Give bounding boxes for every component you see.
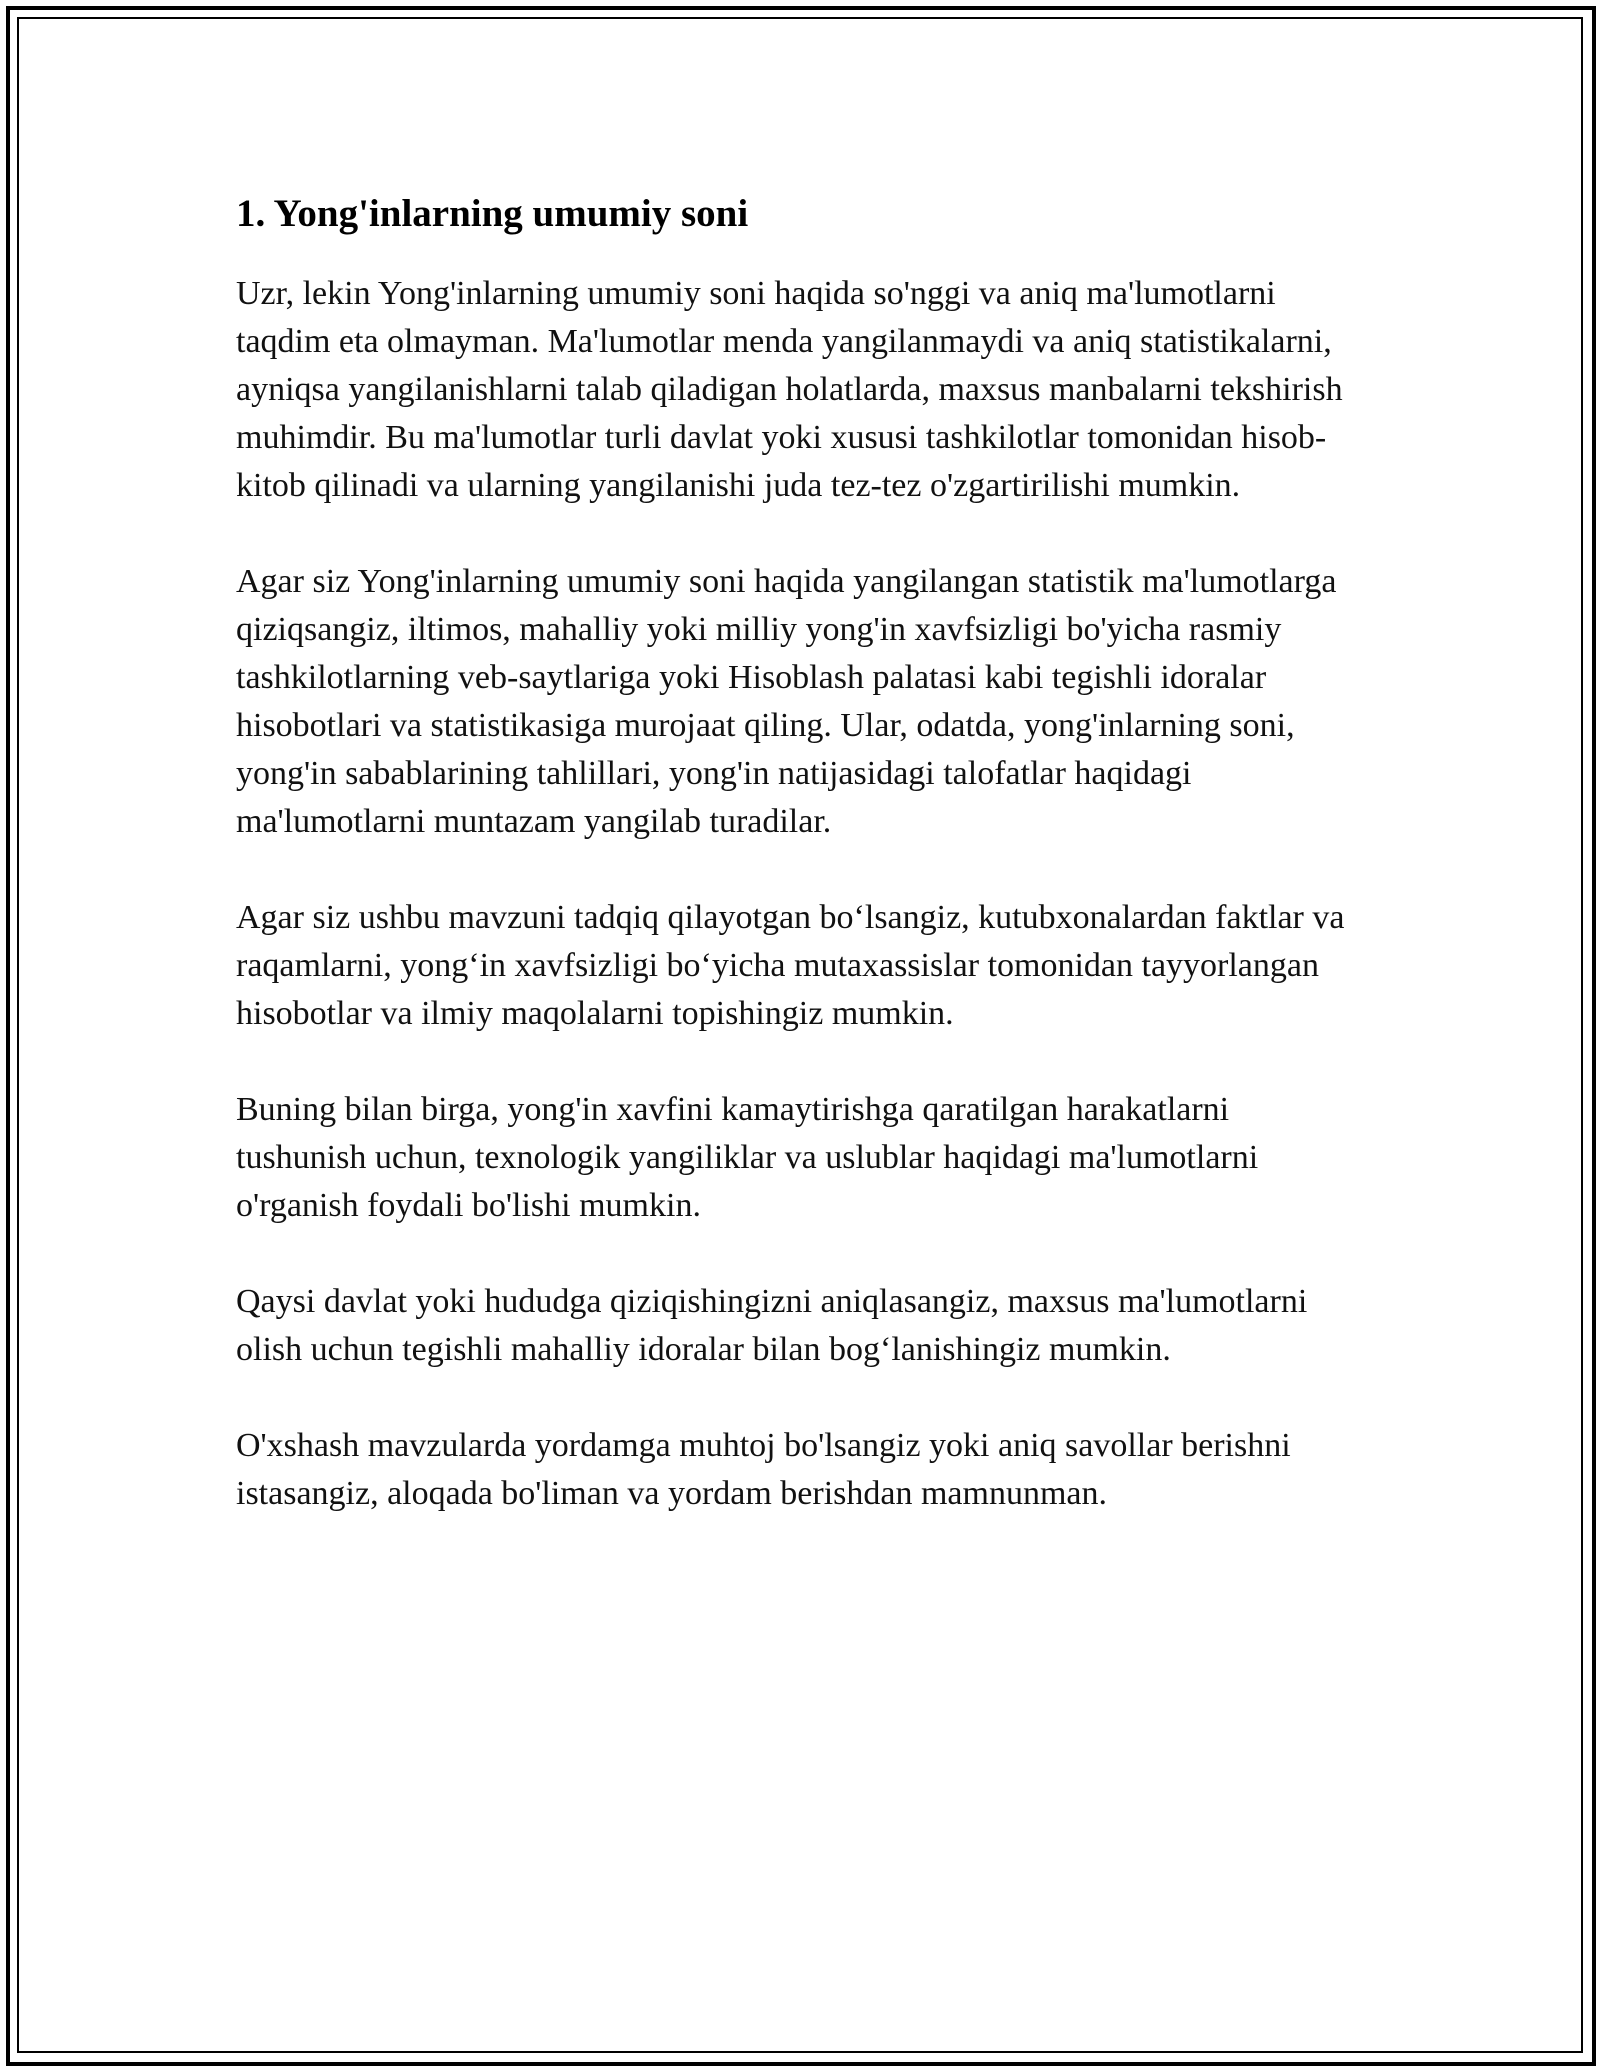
paragraph-4: Buning bilan birga, yong'in xavfini kamaytirishga qaratilgan harakatlarni tushunish uchun, texnologik yangiliklar va uslublar haqidagi ma'lumotlarni o'rganish foydali bo'lishi mumkin. <box>236 1091 1259 1224</box>
paragraph-5: Qaysi davlat yoki hududga qiziqishingizni aniqlasangiz, maxsus ma'lumotlarni olish uchun tegishli mahalliy idoralar bilan bog‘lanishingiz mumkin. <box>236 1283 1308 1368</box>
paragraph-6: O'xshash mavzularda yordamga muhtoj bo'lsangiz yoki aniq savollar berishni istasangiz, aloqada bo'liman va yordam berishdan mamnunman. <box>236 1427 1291 1512</box>
document-title: 1. Yong'inlarning umumiy soni <box>236 192 749 235</box>
paragraph-1: Uzr, lekin Yong'inlarning umumiy soni haqida so'nggi va aniq ma'lumotlarni taqdim eta olmayman. Ma'lumotlar menda yangilanmaydi va aniq statistikalarni, ayniqsa yangilanishlarni talab qiladigan holatlarda, maxsus manbalarni tekshirish muhimdir. Bu ma'lumotlar turli davlat yoki xususi tashkilotlar tomonidan hisob-kitob qilinadi va ularning yangilanishi juda tez-tez o'zgartirilishi mumkin. <box>236 275 1343 504</box>
document-body <box>236 188 1366 1566</box>
paragraph-2: Agar siz Yong'inlarning umumiy soni haqida yangilangan statistik ma'lumotlarga qiziqsangiz, iltimos, mahalliy yoki milliy yong'in xavfsizligi bo'yicha rasmiy tashkilotlarning veb-saytlariga yoki Hisoblash palatasi kabi tegishli idoralar hisobotlari va statistikasiga murojaat qiling. Ular, odatda, yong'inlarning soni, yong'in sabablarining tahlillari, yong'in natijasidagi talofatlar haqidagi ma'lumotlarni muntazam yangilab turadilar. <box>236 563 1337 840</box>
paragraph-3: Agar siz ushbu mavzuni tadqiq qilayotgan bo‘lsangiz, kutubxonalardan faktlar va raqamlarni, yong‘in xavfsizligi bo‘yicha mutaxassislar tomonidan tayyorlangan hisobotlar va ilmiy maqolalarni topishingiz mumkin. <box>236 899 1345 1032</box>
